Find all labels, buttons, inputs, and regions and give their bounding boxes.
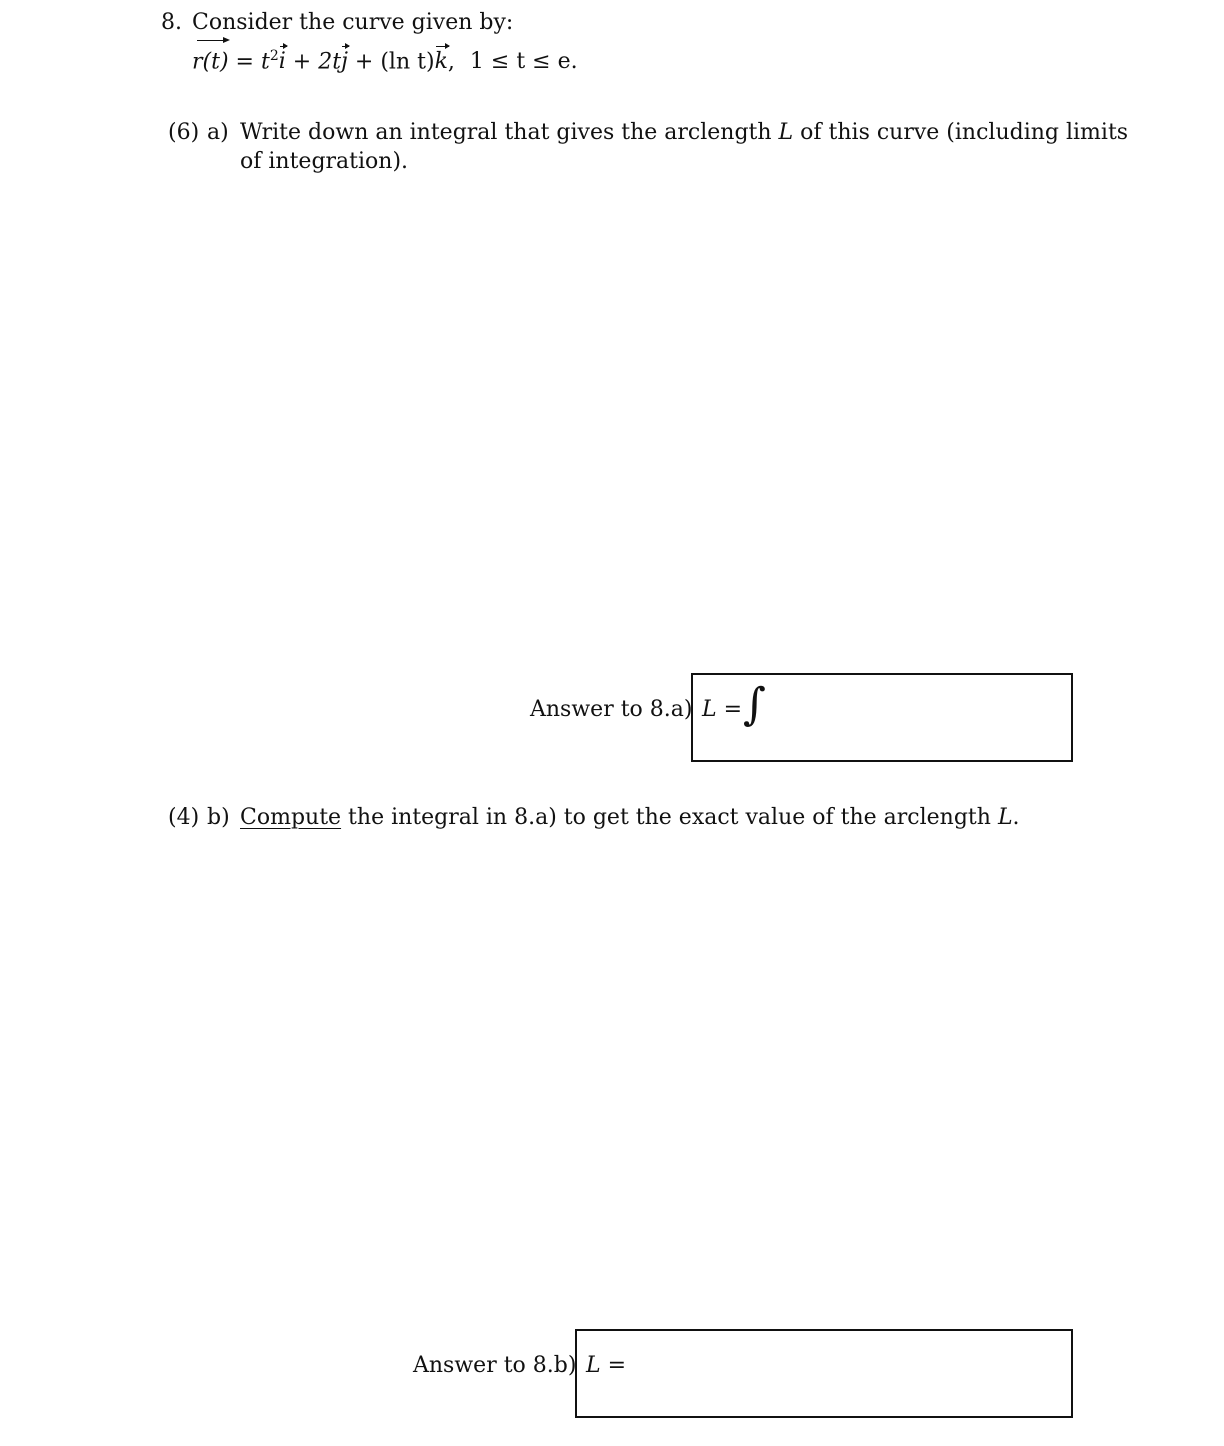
curve-term1-base: t [260, 49, 270, 75]
curve-term2: 2t [318, 49, 342, 75]
curve-plus-1: + [292, 49, 312, 75]
part-a-line-1-post: of this curve (including limits [793, 120, 1129, 145]
part-b-text [240, 805, 1020, 830]
part-b-arclength-var: L [997, 805, 1013, 830]
part-b-text-post: . [1012, 805, 1020, 830]
part-a-line-1-pre: Write down an integral that gives the arclength [240, 120, 779, 145]
curve-lhs-arg: (t) [202, 49, 229, 75]
answer-a-prefix: L = [702, 697, 743, 722]
unit-vector-j: j [341, 49, 348, 75]
part-a-points: (6) [168, 120, 200, 145]
curve-equals: = [235, 49, 254, 75]
answer-b-label: Answer to 8.b) [413, 1353, 577, 1378]
vector-arrow-r [197, 40, 226, 41]
part-a-line-1 [240, 120, 1128, 145]
answer-a-box[interactable] [691, 673, 1073, 762]
problem-intro: Consider the curve given by: [192, 10, 514, 35]
part-b-compute-word: Compute [240, 805, 342, 830]
curve-equation [192, 48, 578, 74]
curve-range: 1 ≤ t ≤ e. [469, 49, 578, 75]
unit-vector-i: i [278, 49, 286, 75]
unit-vector-k: k [434, 49, 448, 75]
answer-a-label: Answer to 8.a) [530, 697, 693, 722]
curve-term1-exp: 2 [269, 48, 279, 64]
part-a-arclength-var: L [778, 120, 794, 145]
part-b-label: b) [207, 805, 230, 830]
part-b-points: (4) [168, 805, 200, 830]
curve-term3: (ln t) [380, 49, 435, 75]
problem-number: 8. [161, 10, 182, 35]
part-b-text-pre: the integral in 8.a) to get the exact value of the arclength [341, 805, 998, 830]
curve-lhs-letter: r [192, 49, 203, 75]
answer-a-integral-sign: ∫ [743, 679, 766, 730]
curve-plus-2: + [354, 49, 374, 75]
part-a-label: a) [207, 120, 229, 145]
answer-b-prefix: L = [586, 1353, 627, 1378]
answer-b-box[interactable] [575, 1329, 1073, 1418]
part-a-line-2: of integration). [240, 149, 409, 174]
curve-comma: , [447, 49, 455, 75]
